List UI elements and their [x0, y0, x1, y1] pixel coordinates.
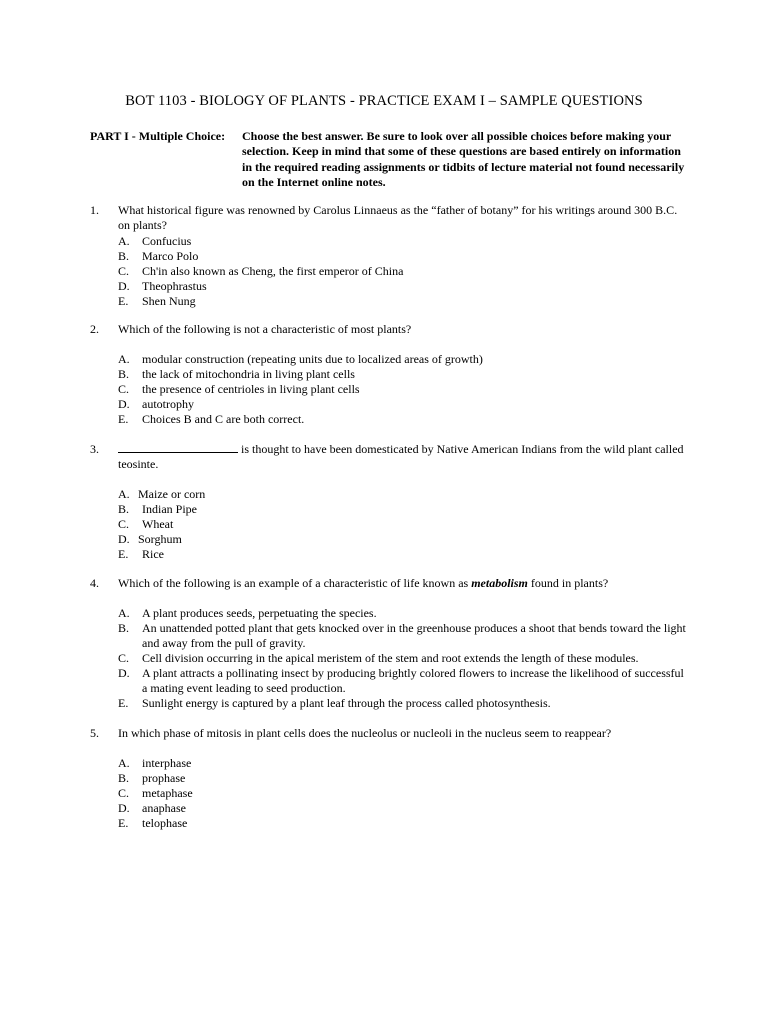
- option-text: A plant attracts a pollinating insect by producing brightly colored flowers to increase the likelihood of successful a mating event leading to seed production.: [142, 666, 684, 695]
- option-text: interphase: [142, 756, 192, 770]
- option-letter: B.: [118, 621, 130, 635]
- question-text: Which of the following is not a characteristic of most plants?: [118, 322, 412, 336]
- option-letter: D.: [118, 801, 130, 815]
- option-text: A plant produces seeds, perpetuating the species.: [142, 606, 377, 620]
- page-title: BOT 1103 - BIOLOGY OF PLANTS - PRACTICE EXAM I – SAMPLE QUESTIONS: [125, 93, 643, 109]
- option-a: [118, 606, 688, 621]
- option-d: [118, 397, 688, 412]
- option-text: Theophrastus: [142, 279, 207, 293]
- option-letter: D.: [118, 532, 130, 546]
- option-letter: B.: [118, 771, 130, 785]
- option-text: An unattended potted plant that gets knocked over in the greenhouse produces a shoot that bends toward the light and away from the pull of gravity.: [142, 621, 686, 650]
- option-text: Rice: [142, 547, 164, 561]
- question-number: 5.: [90, 726, 99, 740]
- option-text: Sunlight energy is captured by a plant leaf through the process called photosynthesis.: [142, 696, 551, 710]
- option-letter: D.: [118, 279, 130, 293]
- option-b: [118, 502, 688, 517]
- option-c: [118, 786, 688, 801]
- option-e: [118, 816, 688, 831]
- option-text: Marco Polo: [142, 249, 199, 263]
- option-e: [118, 294, 688, 309]
- option-c: [118, 517, 688, 532]
- option-list: [118, 234, 688, 309]
- option-text: the lack of mitochondria in living plant cells: [142, 367, 355, 381]
- option-letter: A.: [118, 234, 130, 248]
- question-text-after: found in plants?: [527, 576, 609, 590]
- option-list: [118, 352, 688, 427]
- option-letter: E.: [118, 294, 129, 308]
- option-b: [118, 621, 688, 651]
- option-letter: A.: [118, 487, 130, 501]
- question-text: [118, 442, 688, 472]
- part-instructions: Choose the best answer. Be sure to look over all possible choices before making your selection. Keep in mind that some of these questions are based entirely on information in the required reading assignments or tidbits of lecture material not found necessarily on the Internet online notes.: [242, 129, 685, 189]
- option-a: [118, 756, 688, 771]
- option-letter: D.: [118, 666, 130, 680]
- question-text: [118, 576, 688, 591]
- option-d: [118, 279, 688, 294]
- question-text-before: Which of the following is an example of a characteristic of life known as: [118, 576, 472, 590]
- option-text: Confucius: [142, 234, 192, 248]
- option-c: [118, 651, 688, 666]
- option-text: Maize or corn: [138, 487, 206, 501]
- option-d: [118, 666, 688, 696]
- option-e: [118, 696, 688, 711]
- option-list: [118, 606, 688, 711]
- question-text-after-blank: is thought to have been domesticated by Native American Indians from the wild plant called teosinte.: [118, 442, 684, 471]
- question-number: 2.: [90, 322, 99, 336]
- option-text: Ch'in also known as Cheng, the first emperor of China: [142, 264, 404, 278]
- question-text: What historical figure was renowned by Carolus Linnaeus as the “father of botany” for his writings around 300 B.C. on plants?: [118, 203, 678, 232]
- option-text: prophase: [142, 771, 186, 785]
- question-number: 3.: [90, 442, 99, 456]
- option-c: [118, 264, 688, 279]
- option-d: [118, 801, 688, 816]
- option-a: [118, 487, 688, 502]
- option-text: Cell division occurring in the apical meristem of the stem and root extends the length of these modules.: [142, 651, 639, 665]
- option-a: [118, 352, 688, 367]
- option-c: [118, 382, 688, 397]
- option-text: Indian Pipe: [142, 502, 197, 516]
- option-letter: C.: [118, 786, 130, 800]
- option-letter: C.: [118, 382, 130, 396]
- option-text: Sorghum: [138, 532, 182, 546]
- option-b: [118, 367, 688, 382]
- option-letter: B.: [118, 502, 130, 516]
- option-text: Choices B and C are both correct.: [142, 412, 305, 426]
- option-text: modular construction (repeating units due to localized areas of growth): [142, 352, 483, 366]
- option-e: [118, 412, 688, 427]
- option-letter: B.: [118, 249, 130, 263]
- answer-blank: [118, 442, 238, 453]
- option-letter: E.: [118, 696, 129, 710]
- question-number: 4.: [90, 576, 99, 590]
- option-letter: E.: [118, 547, 129, 561]
- option-letter: A.: [118, 756, 130, 770]
- option-b: [118, 249, 688, 264]
- option-text: autotrophy: [142, 397, 194, 411]
- question-text-emphasis: metabolism: [471, 576, 528, 590]
- part-label: PART I - Multiple Choice:: [90, 129, 226, 143]
- option-text: Shen Nung: [142, 294, 196, 308]
- option-letter: A.: [118, 352, 130, 366]
- option-d: [118, 532, 688, 547]
- option-letter: C.: [118, 264, 130, 278]
- option-letter: C.: [118, 651, 130, 665]
- option-list: [118, 487, 688, 562]
- option-a: [118, 234, 688, 249]
- option-letter: E.: [118, 816, 129, 830]
- option-text: Wheat: [142, 517, 174, 531]
- option-letter: E.: [118, 412, 129, 426]
- option-text: anaphase: [142, 801, 186, 815]
- question-number: 1.: [90, 203, 99, 217]
- option-text: the presence of centrioles in living plant cells: [142, 382, 360, 396]
- option-list: [118, 756, 688, 831]
- question-text: In which phase of mitosis in plant cells does the nucleolus or nucleoli in the nucleus seem to reappear?: [118, 726, 612, 740]
- option-e: [118, 547, 688, 562]
- option-text: metaphase: [142, 786, 193, 800]
- option-b: [118, 771, 688, 786]
- option-text: telophase: [142, 816, 188, 830]
- option-letter: B.: [118, 367, 130, 381]
- option-letter: A.: [118, 606, 130, 620]
- option-letter: D.: [118, 397, 130, 411]
- option-letter: C.: [118, 517, 130, 531]
